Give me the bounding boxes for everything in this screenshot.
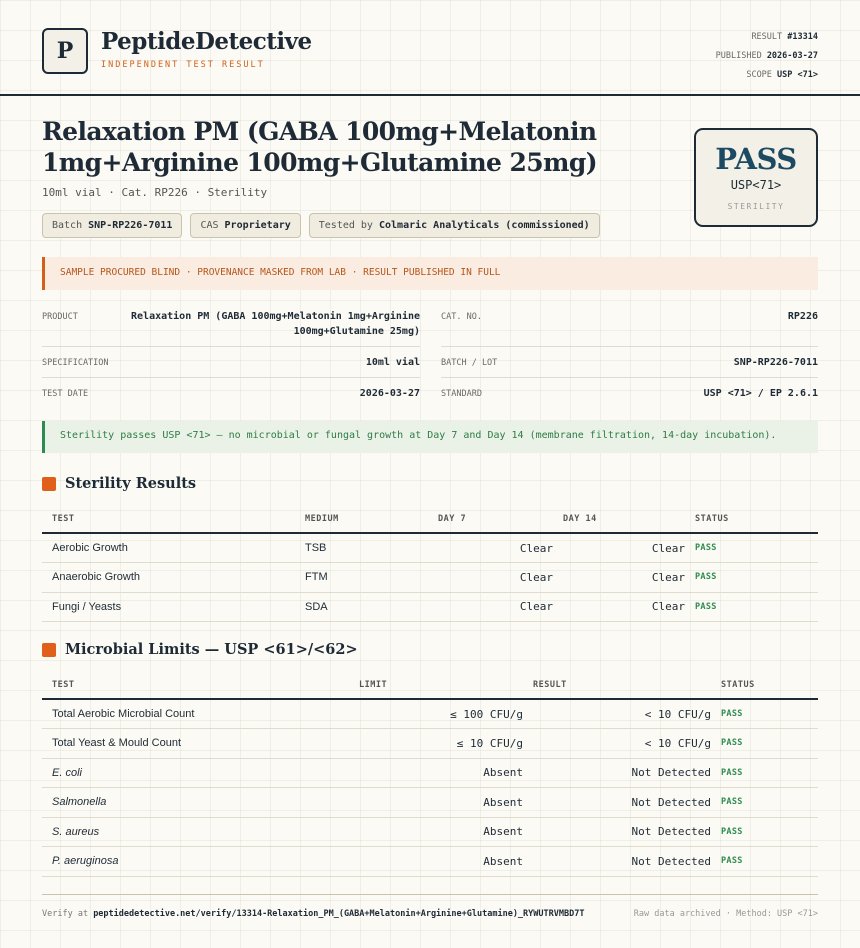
specification-value: 10ml vial (365, 357, 420, 368)
table-row (42, 817, 818, 847)
result-value: Not Detected (523, 847, 711, 877)
published-date: 2026-03-27 (766, 51, 818, 61)
standard-label: STANDARD (441, 389, 482, 399)
test-date-value: 2026-03-27 (359, 388, 420, 399)
status-badge: PASS (685, 563, 818, 593)
test-name: S. aureus (42, 817, 349, 847)
scope-row (716, 66, 818, 85)
test-name: Total Yeast & Mould Count (42, 729, 349, 759)
cas-chip (190, 213, 300, 238)
verify-label: Verify at (42, 909, 89, 919)
spec-divider (42, 377, 420, 378)
column-header: MEDIUM (295, 502, 428, 533)
column-header: STATUS (685, 502, 818, 533)
spec-divider (441, 377, 818, 378)
published-row (716, 47, 818, 66)
test-name: Salmonella (42, 788, 349, 818)
chip-value: Colmaric Analyticals (commissioned) (378, 220, 590, 231)
scope-label: SCOPE (746, 70, 772, 80)
section-title-text: Microbial Limits — USP <61>/<62> (65, 641, 358, 658)
brand-logo (42, 28, 88, 74)
microbial-table (42, 668, 818, 877)
status-badge: PASS (711, 699, 818, 729)
limit-value: Absent (349, 758, 523, 788)
chip-label: CAS (200, 220, 219, 231)
cat-label: CAT. NO. (441, 312, 482, 322)
limit-value: Absent (349, 817, 523, 847)
summary-banner: Sterility passes USP <71> — no microbial or fungal growth at Day 7 and Day 14 (membrane filtration, 14-day incubation). (42, 421, 818, 453)
table-row (42, 788, 818, 818)
chip-value: Proprietary (224, 220, 291, 231)
limit-value: Absent (349, 847, 523, 877)
table-row (42, 592, 818, 622)
product-subtitle: 10ml vial · Cat. RP226 · Sterility (42, 186, 268, 199)
section-square-icon (42, 643, 56, 657)
table-row (42, 729, 818, 759)
status-badge: PASS (685, 592, 818, 622)
brand-name: PeptideDetective (101, 28, 312, 55)
standard-value: USP <71> / EP 2.6.1 (703, 388, 818, 399)
result-value: < 10 CFU/g (523, 699, 711, 729)
test-name: Aerobic Growth (42, 533, 295, 563)
result-id: #13314 (787, 32, 818, 42)
table-row (42, 847, 818, 877)
test-name: Anaerobic Growth (42, 563, 295, 593)
section-title-text: Sterility Results (65, 475, 197, 492)
test-name: Total Aerobic Microbial Count (42, 699, 349, 729)
column-header: DAY 7 (428, 502, 553, 533)
product-title: Relaxation PM (GABA 100mg+Melatonin 1mg+Arginine 100mg+Glutamine 25mg) (42, 117, 598, 177)
table-row (42, 699, 818, 729)
chip-label: Batch (52, 220, 83, 231)
test-name: Fungi / Yeasts (42, 592, 295, 622)
limit-value: ≤ 100 CFU/g (349, 699, 523, 729)
column-header: LIMIT (349, 668, 523, 699)
verdict-badge (694, 128, 818, 227)
scope-value: USP <71> (777, 70, 818, 80)
result-value: Not Detected (523, 758, 711, 788)
medium: SDA (295, 592, 428, 622)
column-header: TEST (42, 668, 349, 699)
procurement-alert: SAMPLE PROCURED BLIND · PROVENANCE MASKED FROM LAB · RESULT PUBLISHED IN FULL (42, 257, 818, 290)
day7-result: Clear (428, 563, 553, 593)
test-date-label: TEST DATE (42, 389, 89, 399)
table-header-row (42, 502, 818, 533)
batch-chip (42, 213, 182, 238)
result-value: Not Detected (523, 788, 711, 818)
spec-divider (441, 346, 818, 347)
status-badge: PASS (711, 758, 818, 788)
status-badge: PASS (711, 847, 818, 877)
tested-by-chip (309, 213, 600, 238)
verdict-category: STERILITY (727, 202, 785, 211)
table-row (42, 533, 818, 563)
info-chips (42, 213, 600, 238)
table-header-row (42, 668, 818, 699)
archive-note: Raw data archived · Method: USP <71> (633, 909, 818, 919)
limit-value: Absent (349, 788, 523, 818)
table-row (42, 563, 818, 593)
limit-value: ≤ 10 CFU/g (349, 729, 523, 759)
microbial-section-title (42, 641, 358, 658)
status-badge: PASS (711, 729, 818, 759)
product-value: Relaxation PM (GABA 100mg+Melatonin 1mg+Arginine 100mg+Glutamine 25mg) (131, 311, 420, 337)
day14-result: Clear (553, 533, 685, 563)
test-name: E. coli (42, 758, 349, 788)
result-value: < 10 CFU/g (523, 729, 711, 759)
verify-note (42, 909, 584, 919)
day14-result: Clear (553, 592, 685, 622)
medium: TSB (295, 533, 428, 563)
published-label: PUBLISHED (715, 51, 762, 61)
day7-result: Clear (428, 533, 553, 563)
sterility-table (42, 502, 818, 622)
cat-value: RP226 (787, 311, 818, 322)
product-label: PRODUCT (42, 312, 78, 322)
specification-label: SPECIFICATION (42, 358, 109, 368)
verdict-standard: USP<71> (730, 178, 782, 192)
column-header: DAY 14 (553, 502, 685, 533)
test-name: P. aeruginosa (42, 847, 349, 877)
result-meta (716, 28, 818, 85)
result-id-row (716, 28, 818, 47)
column-header: RESULT (523, 668, 711, 699)
status-badge: PASS (685, 533, 818, 563)
batch-value: SNP-RP226-7011 (733, 357, 818, 368)
batch-label: BATCH / LOT (441, 358, 498, 368)
verify-link[interactable]: peptidedetective.net/verify/13314-Relaxation_PM_(GABA+Melatonin+Arginine+Glutamine)_RYWUTRVMBD7T (93, 909, 585, 919)
brand-tagline: INDEPENDENT TEST RESULT (101, 60, 265, 70)
report-header (0, 0, 860, 96)
verdict-word: PASS (715, 142, 797, 176)
status-badge: PASS (711, 788, 818, 818)
result-id-label: RESULT (751, 32, 783, 42)
table-row (42, 758, 818, 788)
logo-letter: P (56, 38, 74, 64)
medium: FTM (295, 563, 428, 593)
column-header: STATUS (711, 668, 818, 699)
chip-label: Tested by (318, 220, 373, 231)
column-header: TEST (42, 502, 295, 533)
footer-divider (42, 894, 818, 895)
status-badge: PASS (711, 817, 818, 847)
section-square-icon (42, 477, 56, 491)
spec-divider (42, 346, 420, 347)
result-value: Not Detected (523, 817, 711, 847)
day14-result: Clear (553, 563, 685, 593)
chip-value: SNP-RP226-7011 (88, 220, 173, 231)
sterility-section-title (42, 475, 196, 492)
day7-result: Clear (428, 592, 553, 622)
